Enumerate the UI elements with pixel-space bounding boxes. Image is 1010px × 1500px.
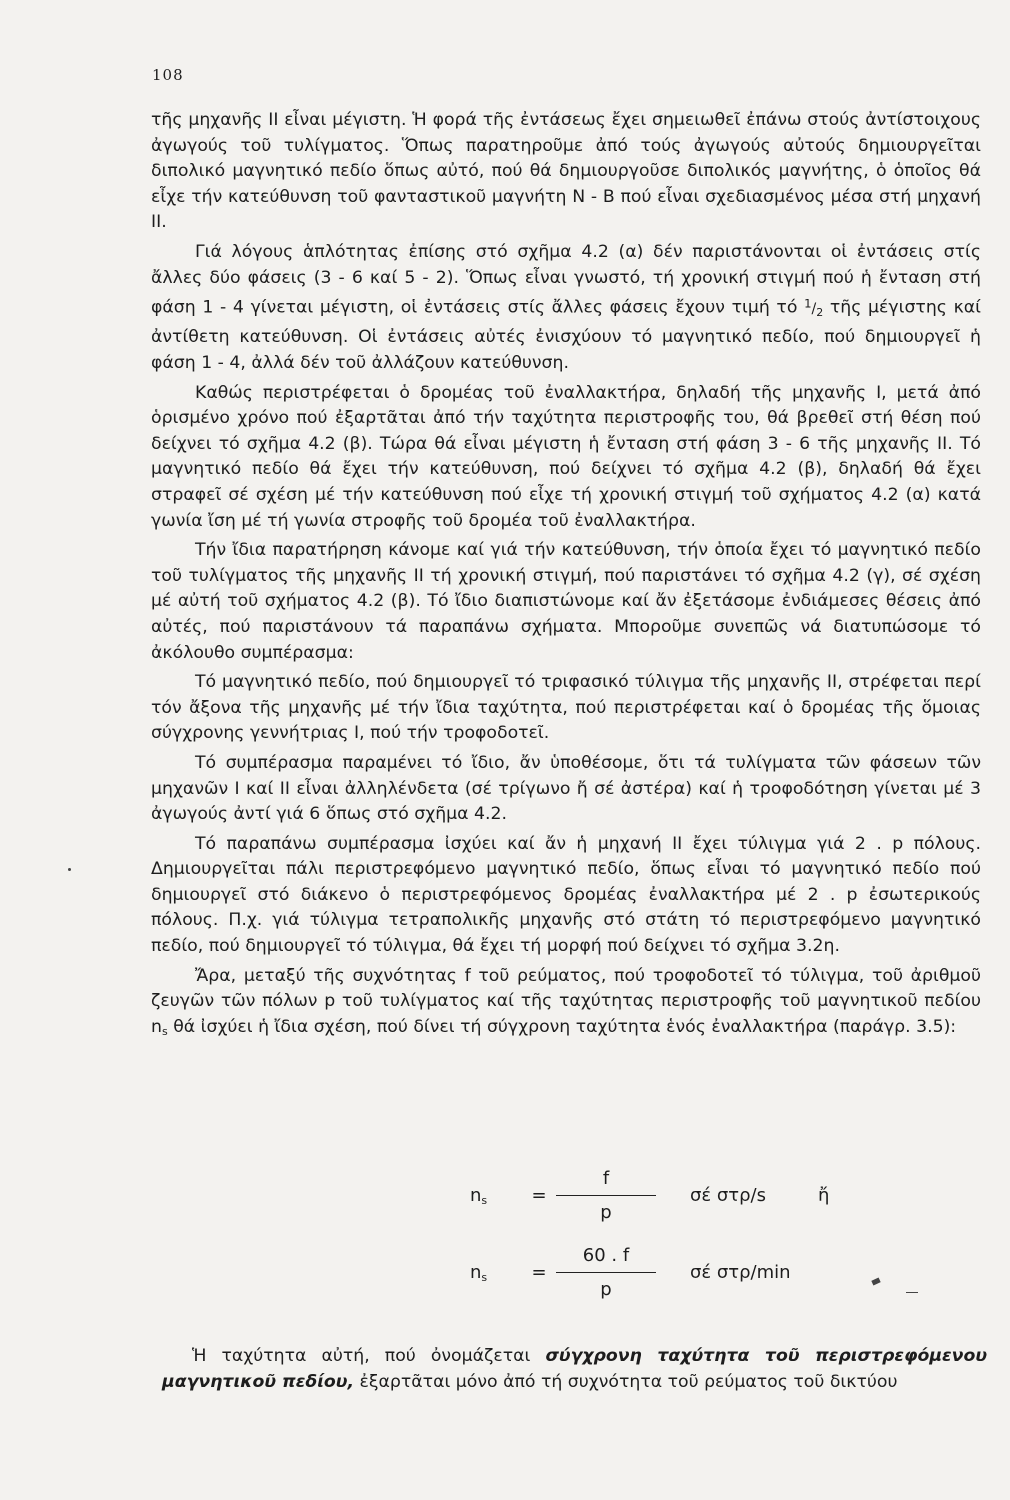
paragraph-1: τῆς μηχανῆς ΙΙ εἶναι μέγιστη. Ἡ φορά τῆς ἐντάσεως ἔχει σημειωθεῖ ἐπάνω στούς ἀντίστοιχους ἀγωγούς τοῦ τυλίγματος. Ὅπως παρατηροῦμε ἀπό τούς ἀγωγούς αὐτούς δημιουργεῖται διπολικό μαγνητικό πεδίο ὅπως αὐτό, πού θά δημιουργοῦσε διπολικός μαγνήτης, ὁ ὁποῖος θά εἶχε τήν κατεύθυνση τοῦ φανταστικοῦ μαγνήτη Ν - Β πού εἶναι σχεδιασμένος μέσα στή μηχανή ΙΙ. [151,110,981,233]
equals-sign: = [531,1262,547,1283]
denominator: p [600,1202,612,1223]
fraction [556,1168,656,1223]
paragraph-5: Τό μαγνητικό πεδίο, πού δημιουργεῖ τό τριφασικό τύλιγμα τῆς μηχανῆς ΙΙ, στρέφεται περί τόν ἄξονα τῆς μηχανῆς μέ τήν ἴδια ταχύτητα, πού περιστρέφεται καί ὁ δρομέας τῆς ὅμοιας σύγχρονης γεννήτριας Ι, πού τήν τροφοδοτεῖ. [151,672,981,744]
paragraph-6: Τό συμπέρασμα παραμένει τό ἴδιο, ἄν ὑποθέσομε, ὅτι τά τυλίγματα τῶν φάσεων τῶν μηχανῶν Ι καί ΙΙ εἶναι ἀλληλένδετα (σέ τρίγωνο ἤ σέ ἀστέρα) καί ἡ τροφοδότηση γίνεται μέ 3 ἀγωγούς ἀντί γιά 6 ὅπως στό σχῆμα 4.2. [151,752,981,825]
fraction [556,1245,656,1300]
emphasized-term: σύγχρονη ταχύτητα τοῦ περιστρεφόμενου μαγνητικοῦ πεδίου, [162,1346,987,1392]
formula-ns-per-second [470,1168,829,1223]
ink-dash [906,1292,918,1293]
paragraph-8-cont: θά ἰσχύει ἡ ἴδια σχέση, πού δίνει τή σύγχρονη ταχύτητα ἑνός ἐναλλακτήρα (παράγρ. 3.5): [173,1016,957,1037]
final-paragraph [162,1343,987,1395]
paragraph-3: Καθώς περιστρέφεται ὁ δρομέας τοῦ ἐναλλακτήρα, δηλαδή τῆς μηχανῆς Ι, μετά ἀπό ὁρισμένο χρόνο πού ἐξαρτᾶται ἀπό τήν ταχύτητα περιστροφῆς του, θά βρεθεῖ στή θέση πού δείχνει τό σχῆμα 4.2 (β). Τώρα θά εἶναι μέγιστη ἡ ἔνταση στή φάση 3 - 6 τῆς μηχανῆς ΙΙ. Τό μαγνητικό πεδίο θά ἔχει τήν κατεύθυνση, πού δείχνει τό σχῆμα 4.2 (β), δηλαδή θά ἔχει στραφεῖ σέ σχέση μέ τήν κατεύθυνση πού εἶχε τή χρονική στιγμή τοῦ σχήματος 4.2 (α) κατά γωνία ἴση μέ τή γωνία στροφῆς τοῦ δρομέα τοῦ ἐναλλακτήρα. [151,382,981,531]
denominator: p [600,1279,612,1300]
page-number: 108 [152,66,184,84]
paragraph-2 [151,240,981,377]
formula-lhs: $n_s$ [470,1184,488,1207]
paragraph-8-text: Ἄρα, μεταξύ τῆς συχνότητας f τοῦ ρεύματος, πού τροφοδοτεῖ τό τύλιγμα, τοῦ ἀριθμοῦ ζευγῶν τῶν πόλων p τοῦ τυλίγματος καί τῆς ταχύτητας περιστροφῆς τοῦ μαγνητικοῦ πεδίου [151,965,981,1012]
ink-dot [68,868,71,871]
paragraph-2-text: Γιά λόγους ἁπλότητας ἐπίσης στό σχῆμα 4.2 (α) δέν παριστάνονται οἱ ἐντάσεις στίς ἄλλες δύο φάσεις (3 - 6 καί 5 - 2). Ὅπως εἶναι γνωστό, τή χρονική στιγμή πού ἡ ἔνταση στή φάση 1 - 4 γίνεται μέγιστη, οἱ ἐντάσεις στίς ἄλλες φάσεις ἔχουν τιμή τό [151,241,981,318]
numerator: 60 . f [582,1245,630,1266]
unit-label: σέ στρ/s [690,1185,766,1206]
formula-ns-per-minute [470,1245,791,1300]
body-text [151,108,981,1048]
half-fraction: $^1/_2$ [804,296,824,319]
formula-lhs: $n_s$ [470,1261,488,1284]
final-text-end: ἐξαρτᾶται μόνο ἀπό τή συχνότητα τοῦ ρεύματος τοῦ δικτύου [354,1372,898,1392]
numerator: f [602,1168,610,1189]
or-label: ἤ [817,1185,830,1206]
paragraph-8 [151,964,981,1045]
ns-symbol: $n_s$ [151,1016,168,1038]
equals-sign: = [531,1185,547,1206]
ink-mark [871,1278,880,1286]
unit-label: σέ στρ/min [690,1262,791,1283]
paragraph-2-cont: τῆς μέγιστης καί ἀντίθετη κατεύθυνση. Οἱ ἐντάσεις αὐτές ἐνισχύουν τό μαγνητικό πεδίο, πού δημιουργεῖ ἡ φάση 1 - 4, ἀλλά δέν τοῦ ἀλλάζουν κατεύθυνση. [151,297,981,373]
final-text-start: Ἡ ταχύτητα αὐτή, πού ὀνομάζεται [192,1346,546,1366]
paragraph-4: Τήν ἴδια παρατήρηση κάνομε καί γιά τήν κατεύθυνση, τήν ὁποία ἔχει τό μαγνητικό πεδίο τοῦ τυλίγματος τῆς μηχανῆς ΙΙ τή χρονική στιγμή, πού παριστάνει τό σχῆμα 4.2 (γ), σέ σχέση μέ αὐτή τοῦ σχήματος 4.2 (β). Τό ἴδιο διαπιστώνομε καί ἄν ἐξετάσομε ἐνδιάμεσες θέσεις ἀπό αὐτές, πού παριστάνουν τά παραπάνω σχήματα. Μποροῦμε συνεπῶς νά διατυπώσομε τό ἀκόλουθο συμπέρασμα: [151,540,981,663]
paragraph-7: Τό παραπάνω συμπέρασμα ἰσχύει καί ἄν ἡ μηχανή ΙΙ ἔχει τύλιγμα γιά 2 . p πόλους. Δημιουργεῖται πάλι περιστρεφόμενο μαγνητικό πεδίο, ὅπως εἶναι τό μαγνητικό πεδίο πού δημιουργεῖ στό διάκενο ὁ περιστρεφόμενος δρομέας ἐναλλακτήρα μέ 2 . p ἐσωτερικούς πόλους. Π.χ. γιά τύλιγμα τετραπολικῆς μηχανῆς στό στάτη τό περιστρεφόμενο μαγνητικό πεδίο, πού δημιουργεῖ τό τύλιγμα, θά ἔχει τή μορφή πού δείχνει τό σχῆμα 3.2η. [151,833,981,957]
